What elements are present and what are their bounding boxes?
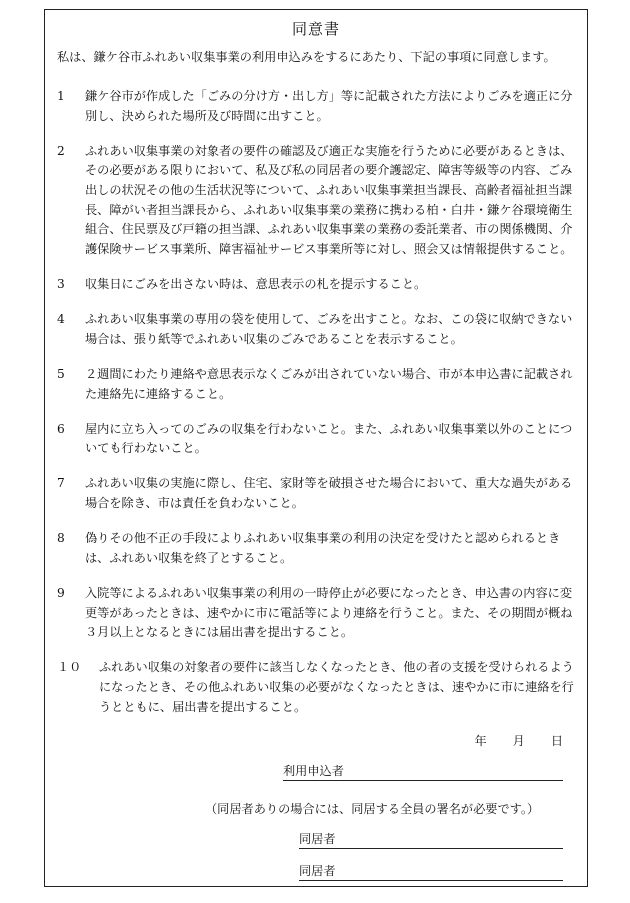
item-number: 7	[57, 476, 65, 491]
cohabitant-label: 同居者	[299, 832, 336, 846]
item-number: 2	[57, 143, 65, 158]
item-number: 1	[57, 89, 65, 103]
item-number: 8	[57, 531, 65, 546]
consent-item-8	[57, 529, 579, 568]
item-text: 屋内に立ち入ってのごみの収集を行わないこと。また、ふれあい収集事業以外のことについても行わないこと。	[85, 421, 573, 456]
item-text: 鎌ケ谷市が作成した「ごみの分け方・出し方」等に記載された方法によりごみを適正に分別し、決められた場所及び時間に出すこと。	[85, 89, 573, 123]
consent-item-10	[57, 658, 579, 717]
item-number: 6	[57, 421, 65, 436]
applicant-signature-field[interactable]	[283, 762, 563, 781]
cohabitant-signature-field-2[interactable]	[299, 862, 563, 881]
consent-item-2	[57, 142, 579, 260]
date-line	[448, 732, 563, 749]
item-number: 5	[57, 366, 65, 381]
consent-item-3	[57, 275, 579, 295]
item-text: ２週間にわたり連絡や意思表示なくごみが出されていない場合、市が本申込書に記載された連絡先に連絡すること。	[85, 366, 573, 401]
date-month-label: 月	[512, 734, 525, 748]
item-text: ふれあい収集の対象者の要件に該当しなくなったとき、他の者の支援を受けられるようになったとき、その他ふれあい収集の必要がなくなったときは、速やかに市に連絡を行うとともに、届出書を提出すること。	[99, 660, 574, 714]
applicant-label: 利用申込者	[283, 764, 344, 778]
item-text: ふれあい収集の実施に際し、住宅、家財等を破損させた場合において、重大な過失がある場合を除き、市は責任を負わないこと。	[85, 476, 573, 511]
date-year-label: 年	[474, 734, 487, 748]
consent-item-6	[57, 420, 579, 459]
intro-text: 私は、鎌ケ谷市ふれあい収集事業の利用申込みをするにあたり、下記の事項に同意します。	[57, 50, 556, 64]
consent-item-7	[57, 474, 579, 513]
item-number: 3	[57, 276, 65, 291]
cohabitant-signature-field-1[interactable]	[299, 830, 563, 849]
item-text: 偽りその他不正の手段によりふれあい収集事業の利用の決定を受けたと認められるときは、ふれあい収集を終了とすること。	[85, 531, 561, 565]
item-text: 収集日にごみを出さない時は、意思表示の札を提示すること。	[85, 276, 427, 291]
date-day-label: 日	[550, 734, 563, 748]
cohabitant-label: 同居者	[299, 864, 336, 878]
consent-items	[57, 87, 579, 733]
consent-item-4	[57, 310, 579, 349]
item-text: ふれあい収集事業の対象者の要件の確認及び適正な実施を行うために必要があるときは、その必要がある限りにおいて、私及び私の同居者の要介護認定、障害等級等の内容、ごみ出しの状況その他の生活状況等について、ふれあい収集事業担当課長、高齢者福祉担当課長、障がい者担当課長から、ふれあい収集事業の業務に携わる柏・白井・鎌ケ谷環境衛生組合、住民票及び戸籍の担当課、ふれあい収集事業の業務の委託業者、市の関係機関、介護保険サービス事業所、障害福祉サービス事業所等に対し、照会又は情報提供すること。	[85, 143, 573, 256]
item-text: 入院等によるふれあい収集事業の利用の一時停止が必要になったとき、申込書の内容に変更等があったときは、速やかに市に電話等により連絡を行うこと。また、その期間が概ね３月以上となるときには届出書を提出すること。	[85, 586, 573, 640]
item-number: 4	[57, 312, 65, 327]
cohabitant-note: （同居者ありの場合には、同居する全員の署名が必要です。）	[205, 802, 540, 816]
consent-form	[44, 9, 588, 887]
consent-item-9	[57, 584, 579, 643]
page-title: 同意書	[291, 20, 340, 38]
consent-item-5	[57, 365, 579, 404]
item-number: 9	[57, 586, 65, 601]
item-number: １０	[57, 660, 82, 675]
item-text: ふれあい収集事業の専用の袋を使用して、ごみを出すこと。なお、この袋に収納できない場合は、張り紙等でふれあい収集のごみであることを表示すること。	[85, 312, 573, 346]
consent-item-1	[57, 87, 579, 126]
